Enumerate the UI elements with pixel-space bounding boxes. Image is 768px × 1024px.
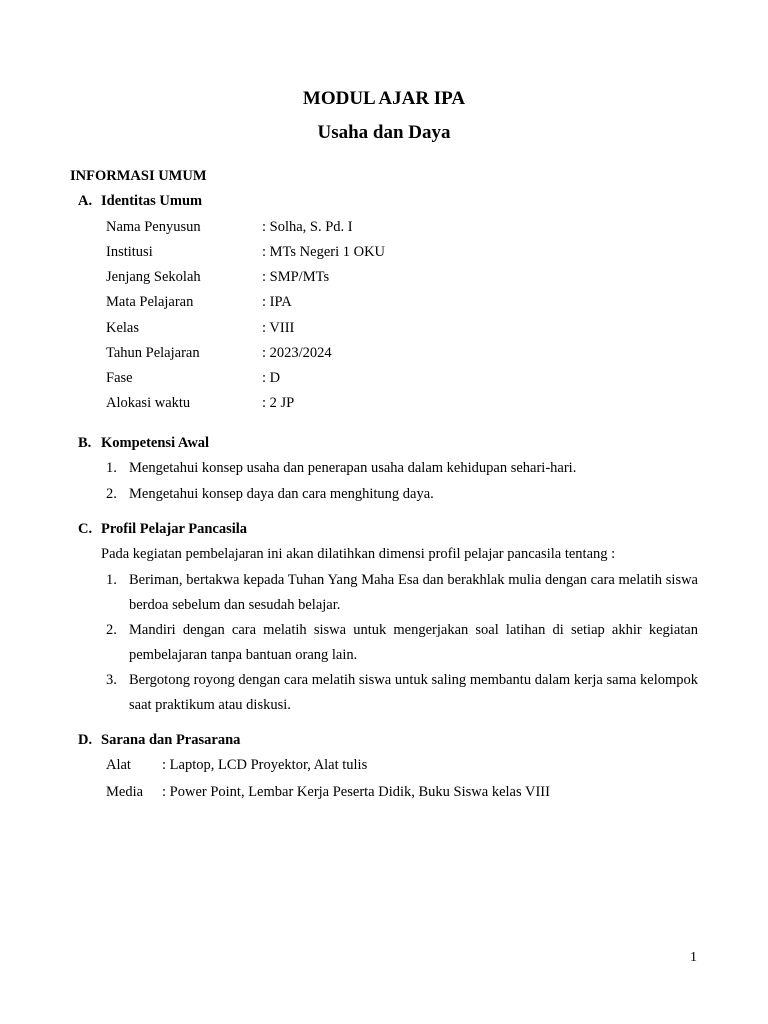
section-b-heading <box>78 431 209 456</box>
section-a-heading <box>78 189 202 214</box>
identity-value: : MTs Negeri 1 OKU <box>262 244 386 260</box>
list-number: 1. <box>106 460 117 476</box>
sarana-row <box>106 753 367 778</box>
section-letter: D. <box>78 732 93 748</box>
section-letter: B. <box>78 435 92 451</box>
list-number: 2. <box>106 486 117 502</box>
identity-value: : 2 JP <box>262 395 295 411</box>
section-letter: A. <box>78 193 93 209</box>
identity-label: Nama Penyusun <box>106 219 201 235</box>
identity-value: : IPA <box>262 294 292 310</box>
list-item <box>106 618 698 668</box>
section-d-heading <box>78 728 240 753</box>
sarana-value: : Laptop, LCD Proyektor, Alat tulis <box>162 757 368 773</box>
identity-row <box>106 341 332 366</box>
section-title: Sarana dan Prasarana <box>101 732 241 748</box>
sarana-label: Alat <box>106 757 131 773</box>
list-text: Mengetahui konsep daya dan cara menghitung daya. <box>129 486 434 502</box>
profil-intro: Pada kegiatan pembelajaran ini akan dilatihkan dimensi profil pelajar pancasila tentang : <box>101 546 616 562</box>
identity-value: : Solha, S. Pd. I <box>262 219 353 235</box>
profil-list <box>106 568 698 718</box>
identity-value: : D <box>262 370 281 386</box>
identity-row <box>106 290 292 315</box>
list-text: Bergotong royong dengan cara melatih siswa untuk saling membantu dalam kerja sama kelompok saat praktikum atau diskusi. <box>129 672 698 713</box>
section-title: Profil Pelajar Pancasila <box>101 521 248 537</box>
identity-label: Fase <box>106 370 133 386</box>
document-title: MODUL AJAR IPA <box>302 88 466 109</box>
identity-label: Tahun Pelajaran <box>106 345 200 361</box>
identity-row <box>106 316 294 341</box>
identity-label: Alokasi waktu <box>106 395 191 411</box>
section-title: Identitas Umum <box>101 193 203 209</box>
list-number: 1. <box>106 572 117 588</box>
sarana-row <box>106 780 550 805</box>
sarana-label: Media <box>106 784 144 800</box>
section-letter: C. <box>78 521 93 537</box>
identity-label: Kelas <box>106 320 140 336</box>
identity-label: Mata Pelajaran <box>106 294 194 310</box>
list-text: Mengetahui konsep usaha dan penerapan usaha dalam kehidupan sehari-hari. <box>129 460 577 476</box>
identity-value: : VIII <box>262 320 295 336</box>
identity-row <box>106 366 280 391</box>
identity-row <box>106 391 294 416</box>
list-text: Beriman, bertakwa kepada Tuhan Yang Maha Esa dan berakhlak mulia dengan cara melatih siswa berdoa sebelum dan sesudah belajar. <box>129 572 698 613</box>
identity-value: : 2023/2024 <box>262 345 332 361</box>
list-item <box>106 668 698 718</box>
identity-row <box>106 215 353 240</box>
list-number: 3. <box>106 672 117 688</box>
list-number: 2. <box>106 622 117 638</box>
list-item <box>106 568 698 618</box>
identity-row <box>106 240 385 265</box>
section-c-heading <box>78 517 247 542</box>
list-item <box>106 482 698 507</box>
sarana-value: : Power Point, Lembar Kerja Peserta Didik, Buku Siswa kelas VIII <box>162 784 550 800</box>
identity-row <box>106 265 329 290</box>
list-item <box>106 456 698 481</box>
section-title: Kompetensi Awal <box>101 435 210 451</box>
document-subtitle: Usaha dan Daya <box>317 122 451 143</box>
identity-value: : SMP/MTs <box>262 269 330 285</box>
list-text: Mandiri dengan cara melatih siswa untuk mengerjakan soal latihan di setiap akhir kegiatan pembelajaran tanpa bantuan orang lain. <box>129 622 698 663</box>
page-number: 1 <box>690 950 697 965</box>
kompetensi-list <box>106 456 698 507</box>
identity-label: Jenjang Sekolah <box>106 269 201 285</box>
section-heading-informasi-umum: INFORMASI UMUM <box>70 168 207 184</box>
identity-label: Institusi <box>106 244 153 260</box>
